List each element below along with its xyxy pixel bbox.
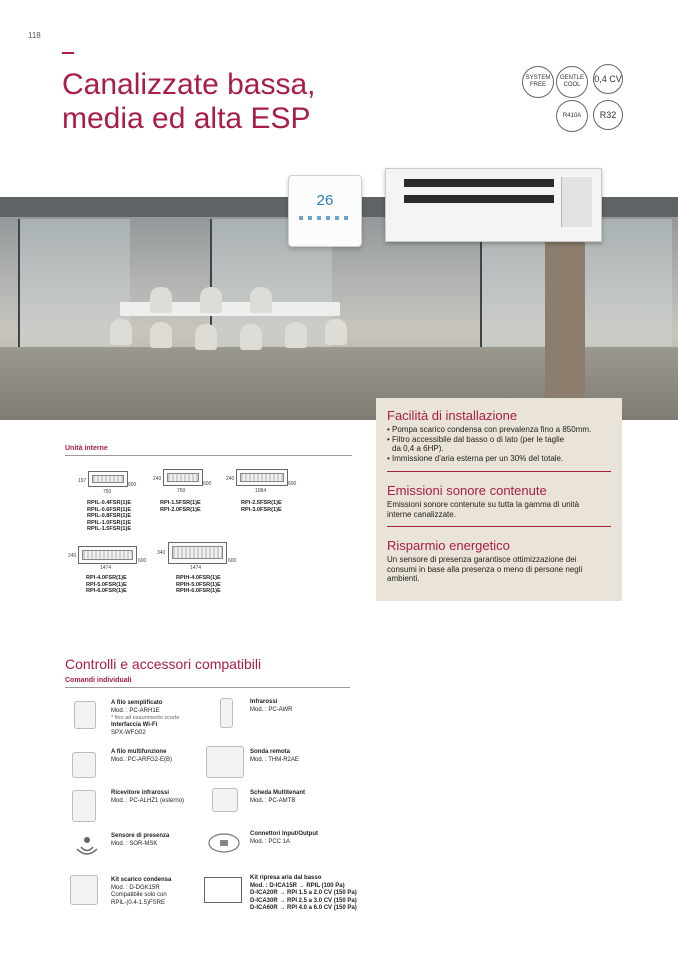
dim-width: 1474 bbox=[100, 565, 112, 571]
feature-text bbox=[387, 425, 617, 463]
dim-height: 240 bbox=[68, 553, 77, 559]
unit-drawing bbox=[78, 546, 137, 564]
model-list bbox=[241, 500, 282, 513]
model-name: RPIH-5.0FSR(1)E bbox=[176, 581, 221, 588]
feature-title: Emissioni sonore contenute bbox=[387, 483, 547, 498]
accessory-model: D-ICA60R → RPI 4.0 a 6.0 CV (150 Pa) bbox=[250, 905, 357, 911]
dim-height: 240 bbox=[226, 476, 235, 482]
ducted-unit-image bbox=[385, 168, 602, 242]
dim-depth: 600 bbox=[203, 481, 212, 487]
section-rule bbox=[65, 687, 350, 688]
accessory-title: Ricevitore infrarossi bbox=[111, 790, 170, 796]
feature-line: • Filtro accessibile dal basso o di lato (per le taglie bbox=[387, 434, 565, 444]
features-panel bbox=[376, 398, 622, 601]
accessory-model: Mod. : THM-R2AE bbox=[250, 756, 299, 763]
unit-drawing-vent bbox=[240, 473, 284, 482]
controls-heading: Controlli e accessori compatibili bbox=[65, 656, 262, 672]
accessory-title: Sensore di presenza bbox=[111, 833, 170, 839]
stone-pillar bbox=[545, 237, 585, 420]
unit-drawing-vent bbox=[82, 550, 133, 560]
accessory-item bbox=[250, 790, 350, 805]
drain-kit-icon bbox=[70, 875, 98, 905]
model-name: RPIL-1.5FSR(1)E bbox=[87, 526, 132, 533]
chair bbox=[285, 322, 307, 348]
io-connector-icon bbox=[206, 830, 242, 856]
unit-vent bbox=[404, 195, 554, 203]
r410a-badge: R410A bbox=[556, 100, 588, 132]
model-name: RPI-2.0FSR(1)E bbox=[160, 506, 201, 513]
model-list bbox=[176, 575, 221, 595]
panel-divider bbox=[387, 471, 611, 472]
model-name: RPIL-0.8FSR(1)E bbox=[87, 513, 132, 520]
section-rule bbox=[65, 455, 352, 456]
dim-depth: 600 bbox=[138, 558, 147, 564]
model-name: RPIH-4.0FSR(1)E bbox=[176, 575, 221, 581]
accessory-item bbox=[111, 833, 221, 848]
accessory-model: Mod. : PC-ALHZ1 (esterno) bbox=[111, 797, 185, 804]
feature-line: • Pompa scarico condensa con prevalenza fino a 850mm. bbox=[387, 425, 592, 434]
feature-line: consumi in base alla presenza o meno di persone negli bbox=[387, 564, 583, 574]
unit-side-panel bbox=[561, 177, 592, 227]
feature-line: • Immissione d’aria esterna per un 30% del totale. bbox=[387, 453, 564, 463]
chair bbox=[150, 287, 172, 313]
dim-height: 197 bbox=[78, 478, 87, 484]
unit-vent bbox=[404, 179, 554, 187]
dim-width: 1474 bbox=[190, 565, 202, 571]
chair bbox=[195, 324, 217, 350]
title-accent-dash bbox=[62, 52, 74, 54]
thermostat-icons bbox=[299, 216, 351, 220]
accessory-title: Scheda Multitenant bbox=[250, 790, 306, 796]
accessory-note: * fino ad esaurimento scorte bbox=[111, 715, 180, 721]
chair bbox=[200, 287, 222, 313]
multifunction-controller-icon bbox=[72, 752, 96, 778]
model-list bbox=[87, 500, 131, 533]
accessory-title: Interfaccia Wi-Fi bbox=[111, 722, 158, 728]
model-name: RPI-6.0FSR(1)E bbox=[86, 588, 127, 595]
unit-drawing-vent bbox=[167, 473, 199, 482]
model-name: RPIH-6.0FSR(1)E bbox=[176, 588, 221, 595]
feature-text bbox=[387, 555, 617, 584]
capacity-badge: 0,4 CV bbox=[593, 64, 623, 94]
multitenant-board-icon bbox=[212, 788, 238, 812]
model-name: RPIL-0.4FSR(1)E bbox=[87, 500, 132, 506]
presence-sensor-icon bbox=[72, 835, 102, 861]
feature-line: interne canalizzate. bbox=[387, 509, 456, 519]
page-title: Canalizzate bassa, media ed alta ESP bbox=[62, 68, 316, 135]
accessory-item bbox=[111, 790, 221, 805]
dim-width: 750 bbox=[103, 489, 112, 495]
feature-line: ambienti. bbox=[387, 574, 420, 583]
remote-control-icon bbox=[220, 698, 233, 728]
feature-text bbox=[387, 500, 617, 519]
chair bbox=[150, 322, 172, 348]
unit-drawing bbox=[88, 471, 128, 487]
dim-height: 340 bbox=[157, 550, 166, 556]
chair bbox=[325, 319, 347, 345]
unit-drawing-vent bbox=[172, 546, 223, 559]
individual-controls-label: Comandi individuali bbox=[65, 677, 132, 684]
dim-height: 240 bbox=[153, 476, 162, 482]
accessory-model: Mod. : SOR-MSK bbox=[111, 840, 158, 847]
accessory-model: Mod. :PC-ARFG2-E(B) bbox=[111, 756, 173, 763]
accessory-model: SPX-WFG02 bbox=[111, 729, 146, 736]
dim-width: 1084 bbox=[255, 488, 267, 494]
accessory-model: Mod. : PC-AWR bbox=[250, 706, 293, 713]
ir-receiver-icon bbox=[72, 790, 96, 822]
chair bbox=[110, 319, 132, 345]
model-name: RPI-4.0FSR(1)E bbox=[86, 575, 127, 581]
unit-drawing bbox=[168, 542, 227, 564]
accessory-item bbox=[111, 700, 211, 737]
system-free-badge: SYSTEM FREE bbox=[522, 66, 554, 98]
model-name: RPI-5.0FSR(1)E bbox=[86, 581, 127, 588]
dim-depth: 600 bbox=[228, 558, 237, 564]
panel-divider bbox=[387, 526, 611, 527]
r32-badge: R32 bbox=[593, 100, 623, 130]
accessory-model: Mod. : D-ICA15R → RPIL (100 Pa) bbox=[250, 882, 345, 889]
gentle-cool-badge: GENTLE COOL bbox=[556, 66, 588, 98]
accessory-item bbox=[111, 749, 221, 764]
accessory-model: Compatibile solo con bbox=[111, 892, 167, 898]
accessory-title: A filo semplificato bbox=[111, 700, 163, 706]
chair bbox=[240, 324, 262, 350]
feature-title: Facilità di installazione bbox=[387, 408, 518, 423]
accessory-item bbox=[250, 749, 350, 764]
accessory-item bbox=[250, 831, 350, 846]
accessory-title: Sonda remota bbox=[250, 749, 291, 755]
accessory-model: Mod. : PC-AMTB bbox=[250, 797, 296, 804]
accessory-model: Mod. : PCC 1A bbox=[250, 838, 291, 845]
accessory-title: Kit ripresa aria dal basso bbox=[250, 875, 322, 881]
accessory-title: A filo multifunzione bbox=[111, 749, 167, 755]
feature-title: Risparmio energetico bbox=[387, 538, 510, 553]
dim-width: 750 bbox=[177, 488, 186, 494]
thermostat-image bbox=[288, 175, 362, 247]
bottom-air-intake-icon bbox=[204, 877, 242, 903]
accessory-model: D-ICA30R → RPI 2.5 a 3.0 CV (150 Pa) bbox=[250, 897, 357, 904]
unit-drawing bbox=[163, 469, 203, 486]
accessory-item bbox=[250, 699, 350, 714]
accessory-title: Kit scarico condensa bbox=[111, 877, 172, 883]
accessory-title: Connettori Input/Output bbox=[250, 831, 318, 837]
wired-controller-icon bbox=[74, 701, 96, 729]
accessory-title: Infrarossi bbox=[250, 699, 278, 705]
model-list bbox=[160, 500, 201, 513]
accessory-model: Mod. : PC-ARH1E bbox=[111, 707, 160, 714]
model-list bbox=[86, 575, 127, 595]
remote-sensor-icon bbox=[206, 746, 244, 778]
thermostat-temperature: 26 bbox=[316, 192, 334, 209]
feature-line: Un sensore di presenza garantisce ottimizzazione dei bbox=[387, 555, 577, 564]
accessory-model: Mod. : D-DGK15R bbox=[111, 884, 160, 891]
unit-drawing bbox=[236, 469, 288, 486]
accessory-model: D-ICA20R → RPI 1.5 a 2.0 CV (150 Pa) bbox=[250, 890, 357, 896]
accessory-model: RPIL-(0.4-1.5)FSRE bbox=[111, 899, 166, 906]
model-name: RPIL-1.0FSR(1)E bbox=[87, 519, 132, 526]
model-name: RPI-1.5FSR(1)E bbox=[160, 500, 201, 506]
model-name: RPIL-0.6FSR(1)E bbox=[87, 506, 132, 513]
chair bbox=[250, 287, 272, 313]
model-name: RPI-3.0FSR(1)E bbox=[241, 506, 282, 513]
indoor-units-label: Unità interne bbox=[65, 445, 108, 452]
feature-line: Emissioni sonore contenute su tutta la gamma di unità bbox=[387, 500, 580, 509]
dim-depth: 600 bbox=[128, 482, 137, 488]
accessory-item bbox=[250, 875, 360, 913]
page-number: 118 bbox=[28, 31, 41, 40]
unit-drawing-vent bbox=[92, 475, 124, 483]
feature-line: da 0,4 a 6HP). bbox=[392, 444, 444, 453]
dim-depth: 600 bbox=[288, 481, 297, 487]
model-name: RPI-2.5FSR(1)E bbox=[241, 500, 282, 506]
